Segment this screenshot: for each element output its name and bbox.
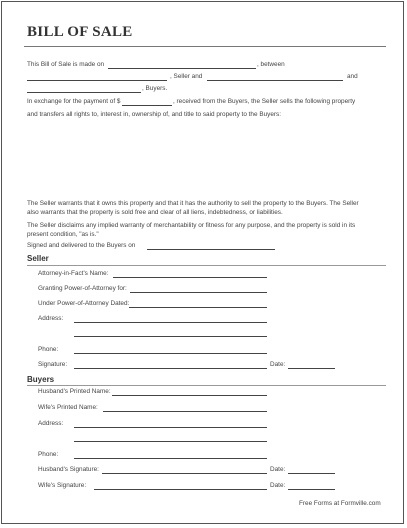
buyers-address-label: Address:: [38, 420, 64, 427]
intro-and-label: and: [347, 73, 358, 80]
exchange-payment-label: In exchange for the payment of $: [27, 98, 121, 105]
wife-signature-field[interactable]: [94, 489, 267, 490]
seller-name-field[interactable]: [27, 80, 167, 81]
seller-address-field-1[interactable]: [74, 322, 267, 323]
attorney-name-label: Attorney-in-Fact's Name:: [38, 270, 109, 277]
husband-name-label: Husband's Printed Name:: [38, 388, 111, 395]
signed-delivered-label: Signed and delivered to the Buyers on: [27, 242, 136, 249]
intro-seller-and-label: , Seller and: [170, 73, 203, 80]
wife-signature-label: Wife's Signature:: [38, 482, 87, 489]
exchange-received-label: , received from the Buyers, the Seller sells the following property: [173, 98, 356, 105]
disclaimer-text-1: The Seller disclaims any implied warranty of merchantability or fitness for any purpose, and the property is sold in its: [27, 222, 356, 229]
buyers-divider: [27, 385, 386, 386]
wife-name-field[interactable]: [103, 411, 267, 412]
intro-made-on-label: This Bill of Sale is made on: [27, 61, 105, 68]
husband-date-label: Date:: [270, 466, 286, 473]
husband-name-field[interactable]: [112, 395, 267, 396]
granting-poa-label: Granting Power-of-Attorney for:: [38, 285, 127, 292]
seller-date-field[interactable]: [288, 368, 335, 369]
wife-date-field[interactable]: [288, 489, 335, 490]
seller-phone-field[interactable]: [74, 353, 267, 354]
seller-signature-field[interactable]: [74, 368, 267, 369]
wife-name-label: Wife's Printed Name:: [38, 404, 98, 411]
bill-of-sale-form: [1, 1, 404, 524]
warranty-text-2: also warrants that the property is sold free and clear of all liens, indebtedness, or liabilities.: [27, 209, 283, 216]
husband-signature-field[interactable]: [102, 473, 267, 474]
buyer-name-2-field[interactable]: [27, 92, 141, 93]
exchange-transfer-label: and transfers all rights to, interest in, ownership of, and title to said property to the Buyers:: [27, 111, 281, 118]
seller-signature-label: Signature:: [38, 361, 68, 368]
intro-between-label: , between: [257, 61, 285, 68]
husband-signature-label: Husband's Signature:: [38, 466, 99, 473]
seller-address-label: Address:: [38, 315, 64, 322]
footer-credit: Free Forms at Formville.com: [299, 500, 381, 507]
seller-phone-label: Phone:: [38, 346, 59, 353]
poa-dated-field[interactable]: [129, 307, 267, 308]
buyers-address-field-2[interactable]: [74, 441, 267, 442]
buyers-address-field-1[interactable]: [74, 427, 267, 428]
granting-poa-field[interactable]: [130, 292, 267, 293]
title-divider: [24, 46, 386, 47]
attorney-name-field[interactable]: [113, 277, 267, 278]
payment-amount-field[interactable]: [122, 105, 172, 106]
date-made-field[interactable]: [108, 68, 256, 69]
buyers-phone-label: Phone:: [38, 451, 59, 458]
seller-date-label: Date:: [270, 361, 286, 368]
seller-address-field-2[interactable]: [74, 336, 267, 337]
buyer-name-1-field[interactable]: [207, 80, 343, 81]
wife-date-label: Date:: [270, 482, 286, 489]
seller-heading: Seller: [27, 254, 49, 263]
seller-divider: [27, 265, 386, 266]
delivery-date-field[interactable]: [147, 249, 275, 250]
disclaimer-text-2: present condition, "as is.": [27, 231, 99, 238]
husband-date-field[interactable]: [288, 473, 335, 474]
buyers-phone-field[interactable]: [74, 458, 267, 459]
warranty-text-1: The Seller warrants that it owns this property and that it has the authority to sell the property to the Buyers. The Seller: [27, 200, 359, 207]
poa-dated-label: Under Power-of-Attorney Dated:: [38, 300, 130, 307]
buyers-heading: Buyers: [27, 375, 55, 384]
page-title: BILL OF SALE: [27, 24, 133, 40]
intro-buyers-label: , Buyers.: [142, 85, 168, 92]
